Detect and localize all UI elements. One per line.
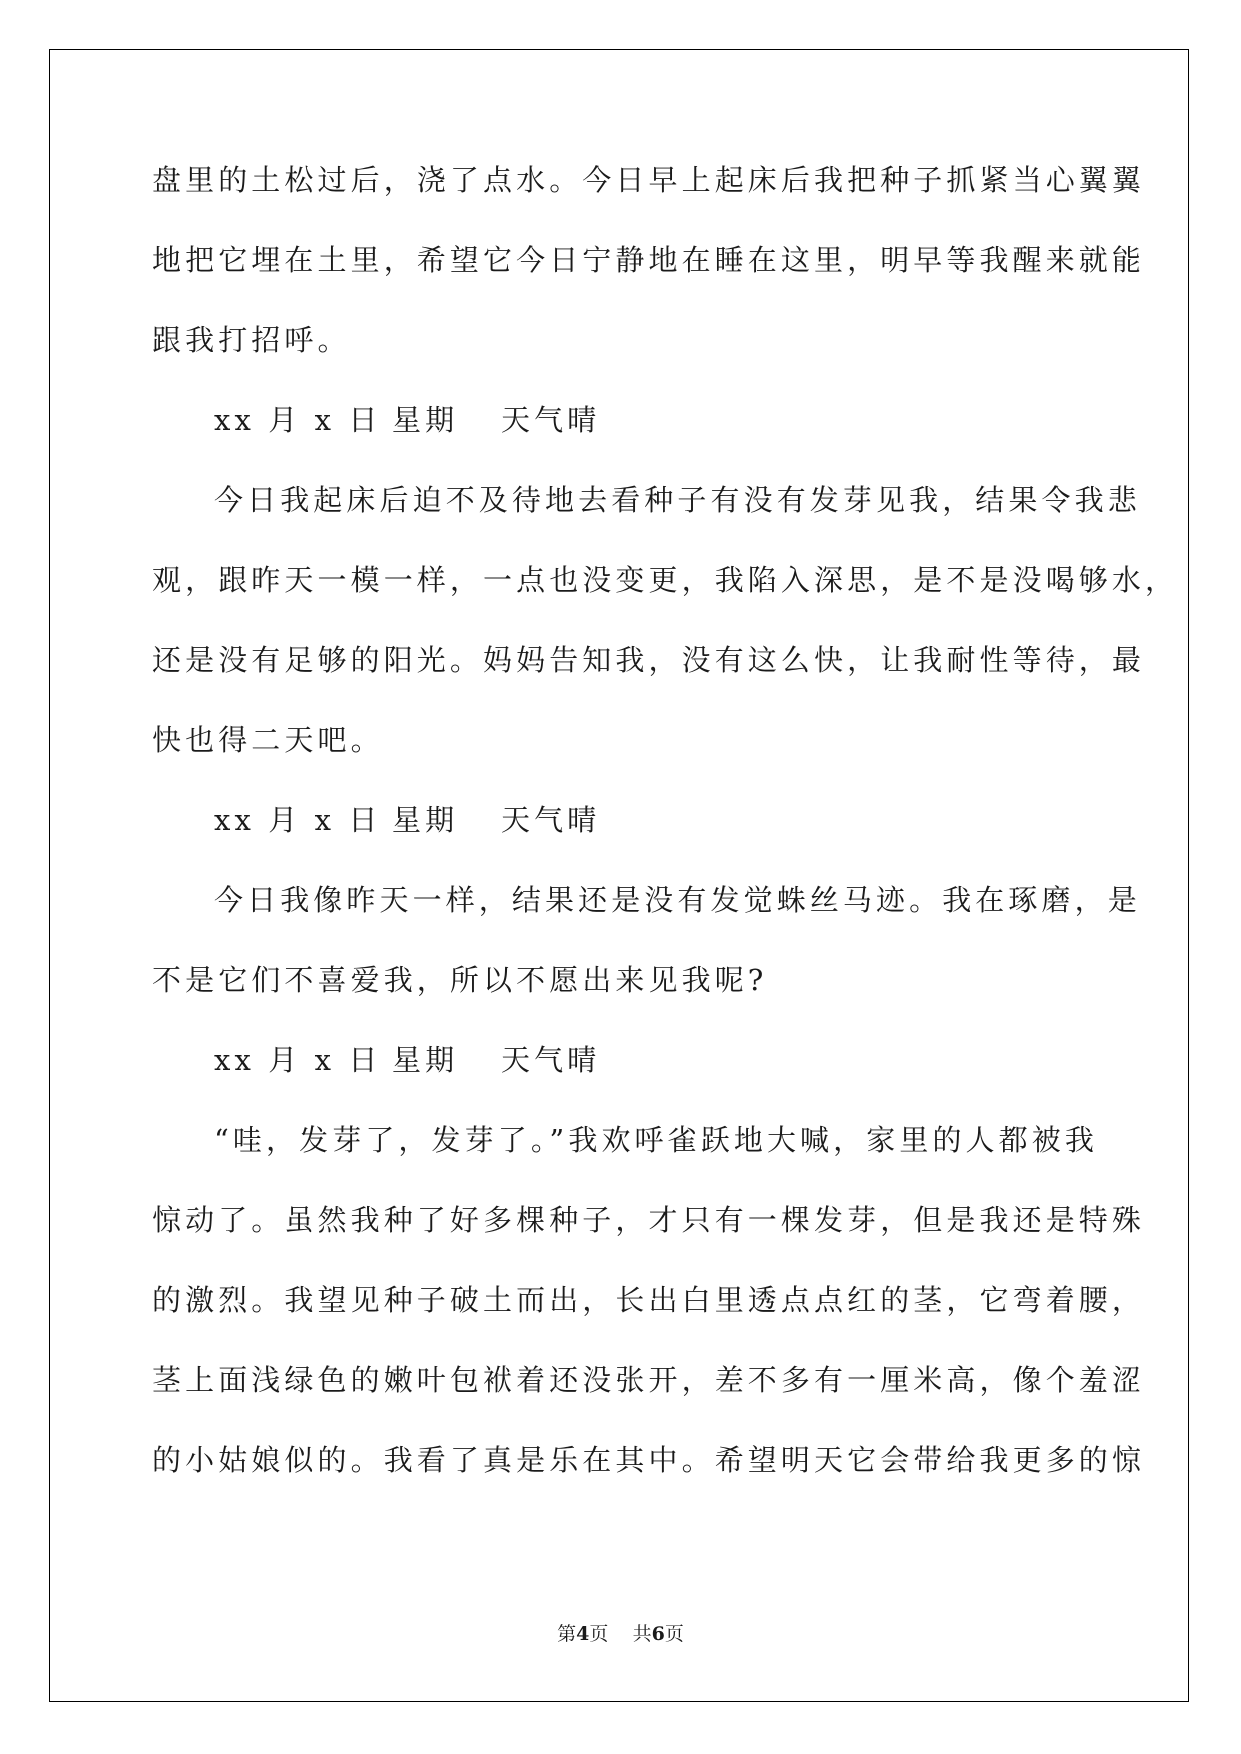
footer-total-suffix: 页 — [664, 1623, 684, 1645]
date-text: xx 月 x 日 — [214, 803, 382, 837]
weekday-text: 星期 — [392, 1043, 459, 1077]
paragraph-line: 观，跟昨天一模一样，一点也没变更，我陷入深思，是不是没喝够水， — [152, 563, 1179, 597]
paragraph-line: 还是没有足够的阳光。妈妈告知我，没有这么快，让我耐性等待，最 — [152, 643, 1146, 677]
footer-prefix: 第 — [557, 1623, 577, 1645]
page-footer — [0, 1621, 1241, 1647]
weather-text: 天气晴 — [501, 803, 601, 837]
paragraph-line: 今日我起床后迫不及待地去看种子有没有发芽见我，结果令我悲 — [214, 483, 1141, 517]
paragraph-line: 地把它埋在土里，希望它今日宁静地在睡在这里，明早等我醒来就能 — [152, 243, 1146, 277]
paragraph-line: 的激烈。我望见种子破土而出，长出白里透点点红的茎，它弯着腰， — [152, 1283, 1146, 1317]
date-text: xx 月 x 日 — [214, 1043, 382, 1077]
paragraph-line: 今日我像昨天一样，结果还是没有发觉蛛丝马迹。我在琢磨，是 — [214, 883, 1141, 917]
date-text: xx 月 x 日 — [214, 403, 382, 437]
paragraph-line: “哇，发芽了，发芽了。”我欢呼雀跃地大喊，家里的人都被我 — [214, 1123, 1098, 1157]
paragraph-line: 茎上面浅绿色的嫩叶包袱着还没张开，差不多有一厘米高，像个羞涩 — [152, 1363, 1146, 1397]
weekday-text: 星期 — [392, 803, 459, 837]
footer-total-prefix: 共 — [632, 1623, 652, 1645]
current-page-number: 4 — [576, 1623, 590, 1645]
paragraph-line: 跟我打招呼。 — [152, 323, 351, 357]
paragraph-line: 不是它们不喜爱我，所以不愿出来见我呢? — [152, 963, 768, 997]
footer-page-suffix: 页 — [589, 1623, 609, 1645]
paragraph-line: 的小姑娘似的。我看了真是乐在其中。希望明天它会带给我更多的惊 — [152, 1443, 1146, 1477]
paragraph-line: 盘里的土松过后，浇了点水。今日早上起床后我把种子抓紧当心翼翼 — [152, 163, 1146, 197]
paragraph-line: 惊动了。虽然我种了好多棵种子，才只有一棵发芽，但是我还是特殊 — [152, 1203, 1146, 1237]
weather-text: 天气晴 — [501, 403, 601, 437]
total-page-number: 6 — [651, 1623, 665, 1645]
paragraph-line: 快也得二天吧。 — [152, 723, 384, 757]
weather-text: 天气晴 — [501, 1043, 601, 1077]
weekday-text: 星期 — [392, 403, 459, 437]
